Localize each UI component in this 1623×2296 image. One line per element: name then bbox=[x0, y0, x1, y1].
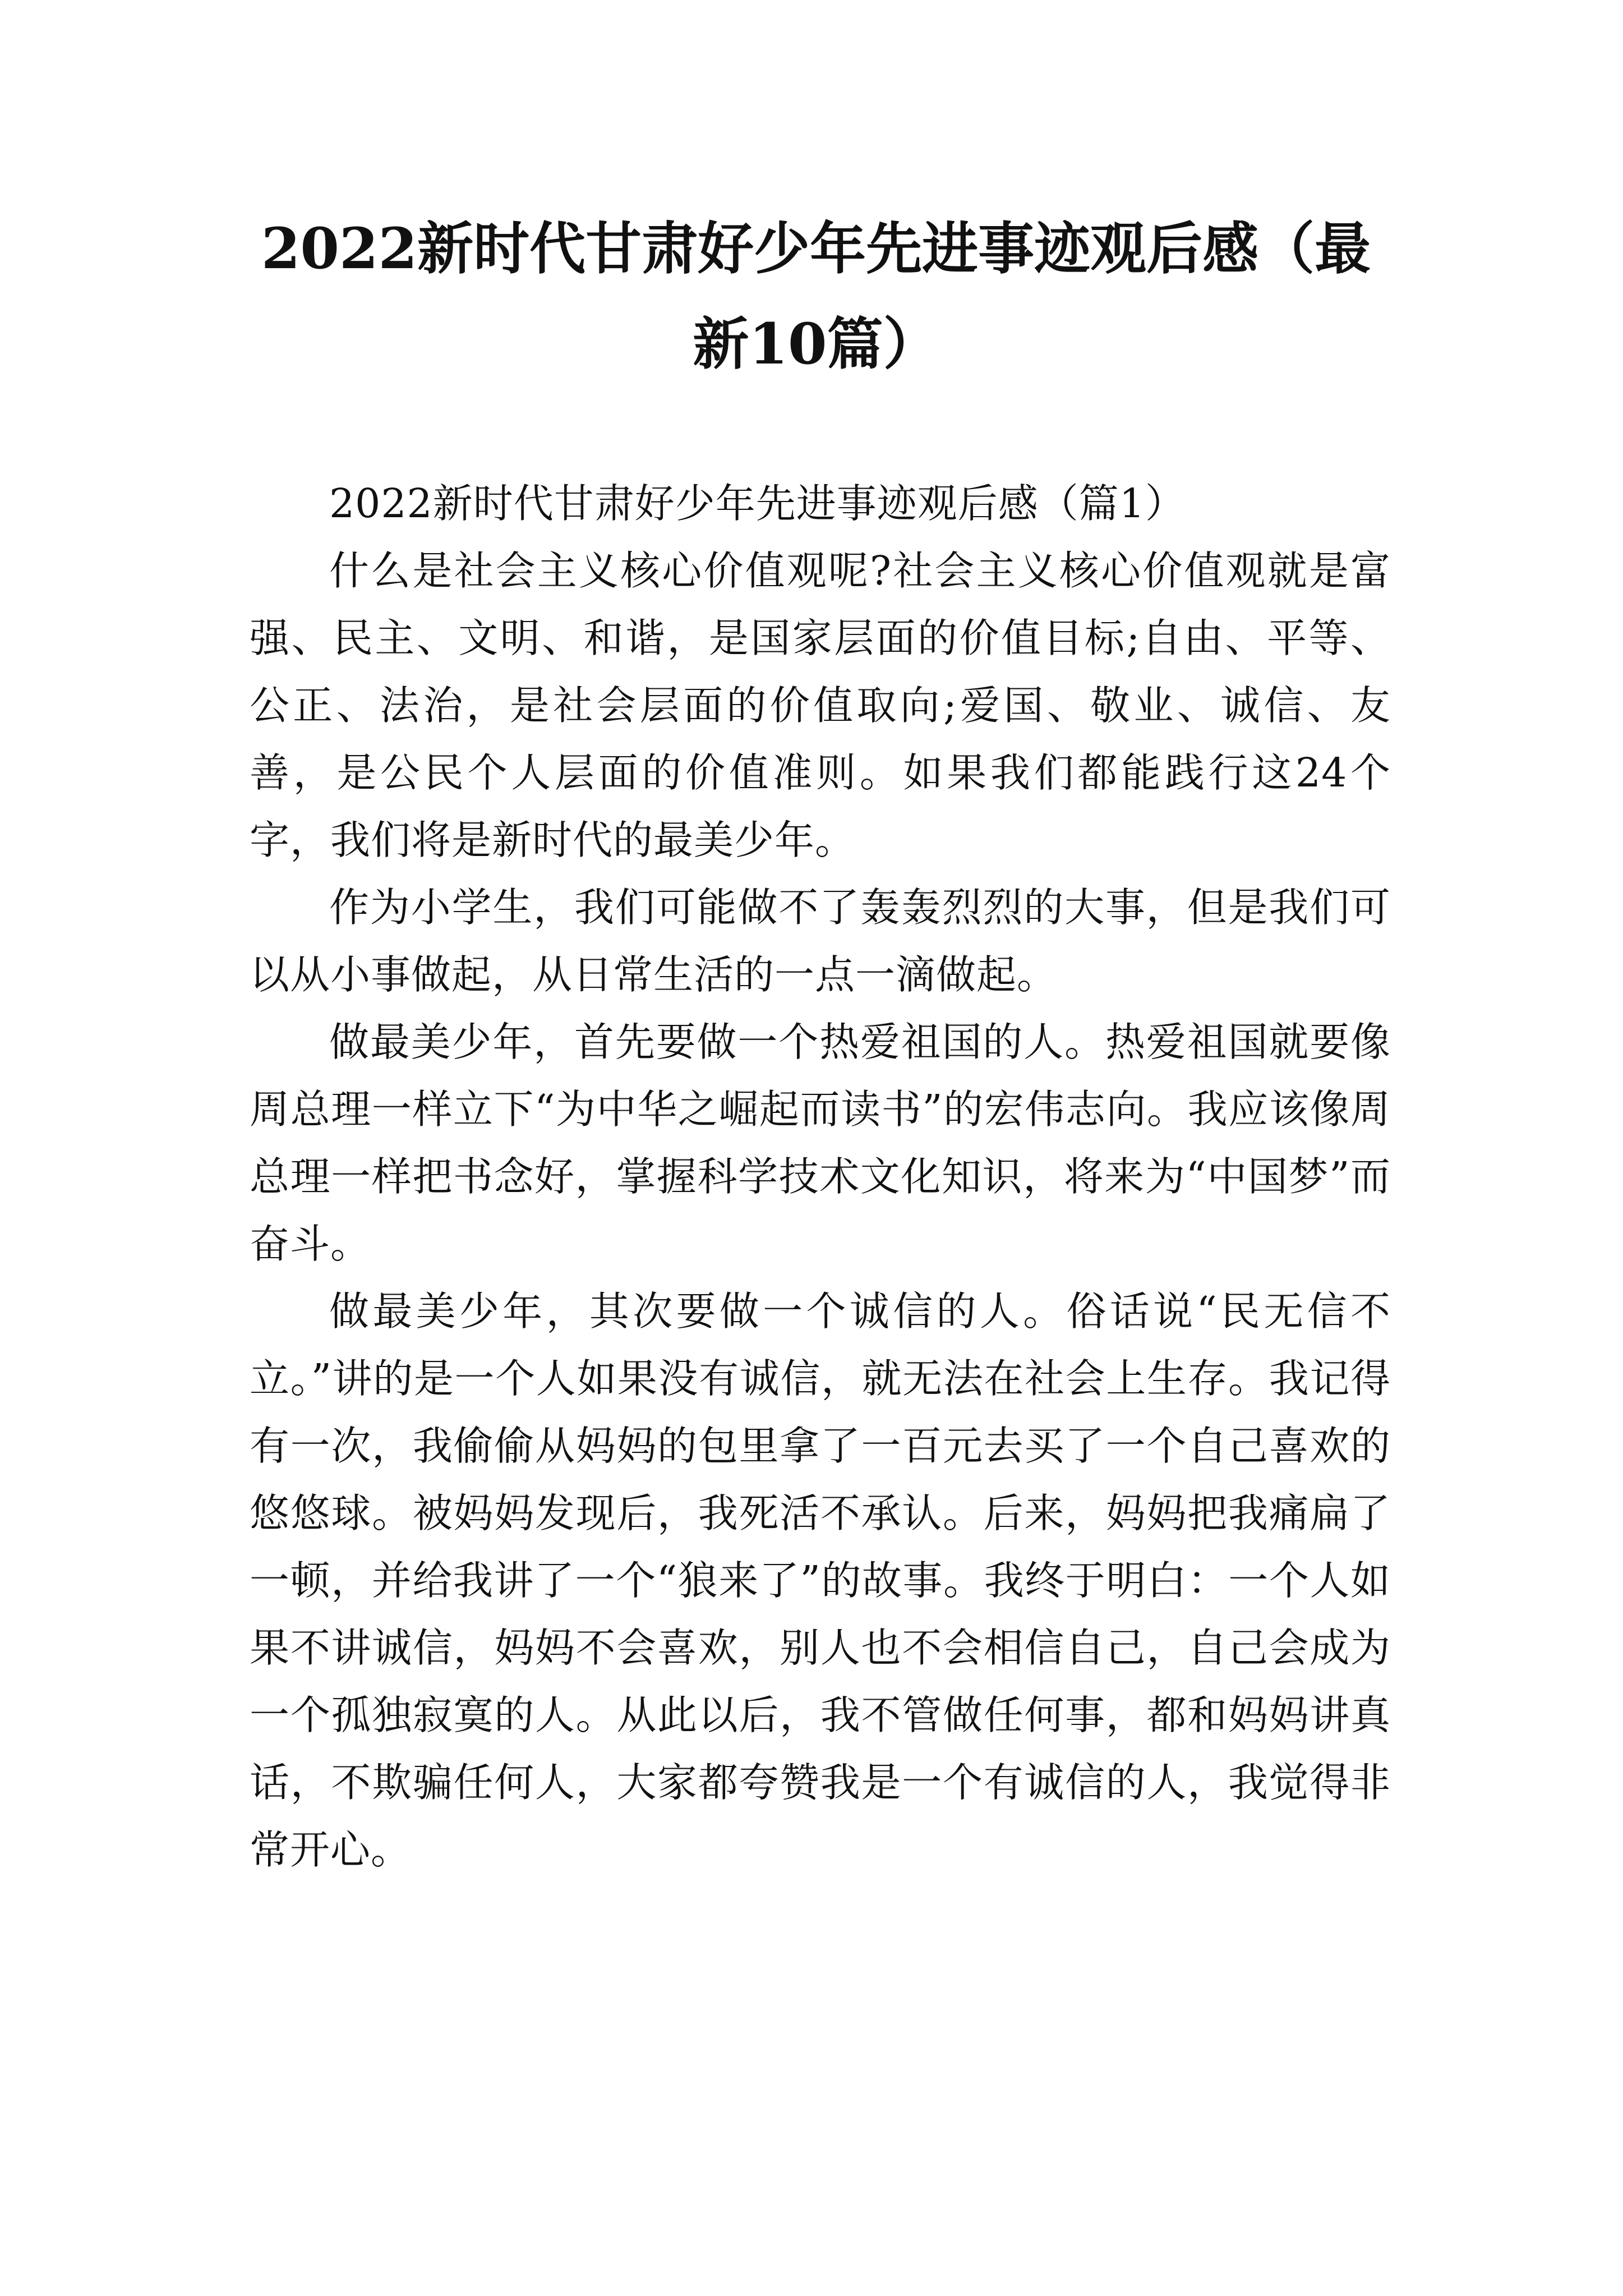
paragraph: 什么是社会主义核心价值观呢?社会主义核心价值观就是富强、民主、文明、和谐，是国家层面的价值目标;自由、平等、公正、法治，是社会层面的价值取向;爱国、敬业、诚信、友善，是公民个人层面的价值准则。如果我们都能践行这24个字，我们将是新时代的最美少年。 bbox=[250, 547, 1391, 863]
paragraph: 做最美少年，其次要做一个诚信的人。俗话说“民无信不立。”讲的是一个人如果没有诚信，就无法在社会上生存。我记得有一次，我偷偷从妈妈的包里拿了一百元去买了一个自己喜欢的悠悠球。被妈妈发现后，我死活不承认。后来，妈妈把我痛扁了一顿，并给我讲了一个“狼来了”的故事。我终于明白：一个人如果不讲诚信，妈妈不会喜欢，别人也不会相信自己，自己会成为一个孤独寂寞的人。从此以后，我不管做任何事，都和妈妈讲真话，不欺骗任何人，大家都夸赞我是一个有诚信的人，我觉得非常开心。 bbox=[250, 1288, 1391, 1873]
document-title: 2022新时代甘肃好少年先进事迹观后感（最新10篇） bbox=[261, 215, 1371, 377]
paragraph: 作为小学生，我们可能做不了轰轰烈烈的大事，但是我们可以从小事做起，从日常生活的一点一滴做起。 bbox=[250, 884, 1391, 998]
document-body bbox=[250, 470, 1391, 1884]
paragraph: 做最美少年，首先要做一个热爱祖国的人。热爱祖国就要像周总理一样立下“为中华之崛起而读书”的宏伟志向。我应该像周总理一样把书念好，掌握科学技术文化知识，将来为“中国梦”而奋斗。 bbox=[250, 1019, 1391, 1267]
section-heading: 2022新时代甘肃好少年先进事迹观后感（篇1） bbox=[329, 480, 1186, 527]
